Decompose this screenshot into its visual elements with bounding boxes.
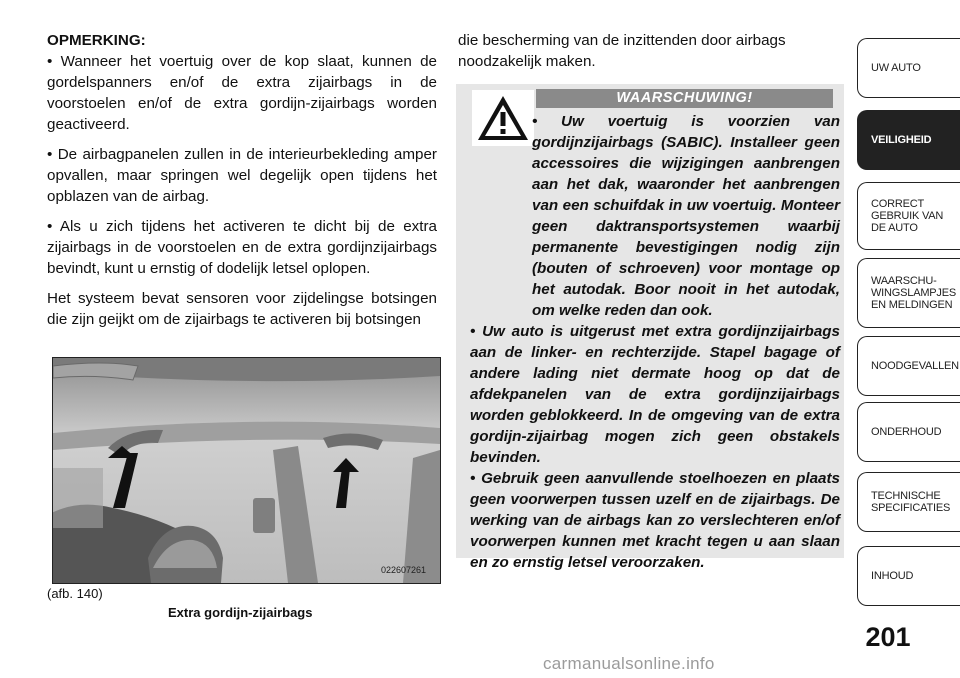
note-bullet-1: • Wanneer het voertuig over de kop slaat, kunnen de gordelspanners en/of de extra zijairbags in de voorstoelen en/of de extra gordijn-zijairbags worden geactiveerd.: [47, 53, 437, 133]
note-bullet-3: • Als u zich tijdens het activeren te dicht bij de extra zijairbags in de voorstoelen en de extra gordijnzijairbags bevindt, kunt u ernstig of dodelijk letsel oplopen.: [47, 218, 437, 277]
car-interior-illustration: [53, 358, 440, 583]
warning-text: [470, 111, 840, 573]
tab-technische-specificaties[interactable]: TECHNISCHE SPECIFICATIES: [857, 472, 960, 532]
warning-title: WAARSCHUWING!: [536, 89, 833, 108]
warning-box: [456, 84, 844, 571]
tab-veiligheid[interactable]: VEILIGHEID: [857, 110, 960, 170]
figure-caption: Extra gordijn-zijairbags: [168, 605, 313, 620]
warning-item-3: • Gebruik geen aanvullende stoelhoezen en plaats geen voorwerpen tussen uzelf en de zijairbags. De werking van de airbags kan zo verslechteren en/of voorwerpen kunnen met kracht tegen u aan slaan en zo ernstig letsel veroorzaken.: [470, 470, 840, 571]
chapter-tabs: [857, 0, 960, 678]
warning-item-1: • Uw voertuig is voorzien van gordijnzijairbags (SABIC). Installeer geen accessoires die wijzigingen aanbrengen aan het dak, waaronder het aanbrengen van een schuifdak in uw voertuig. Monteer geen daktransportsystemen waarbij permanente bevestigingen nodig zijn (bouten of schroeven) voor montage op het autodak. Boor nooit in het autodak, om welke reden dan ook.: [532, 113, 840, 319]
tab-correct-gebruik[interactable]: CORRECT GEBRUIK VAN DE AUTO: [857, 182, 960, 250]
figure-curtain-airbags: [52, 357, 441, 584]
tab-waarschuwingslampjes[interactable]: WAARSCHU-WINGSLAMPJES EN MELDINGEN: [857, 258, 960, 328]
warning-item-2: • Uw auto is uitgerust met extra gordijnzijairbags aan de linker- en rechterzijde. Stapel bagage of andere lading niet dermate hoog op dat de afdekpanelen van de extra gordijnzijairbags worden geblokkeerd. In de omgeving van de extra gordijn-zijairbag mogen zich geen obstakels bevinden.: [470, 323, 840, 466]
sensor-paragraph: Het systeem bevat sensoren voor zijdelingse botsingen die zijn geijkt om de zijairbags te activeren bij botsingen: [47, 290, 437, 328]
tab-onderhoud[interactable]: ONDERHOUD: [857, 402, 960, 462]
figure-code: 022607261: [381, 565, 427, 575]
tab-noodgevallen[interactable]: NOODGEVALLEN: [857, 336, 960, 396]
page-number: 201: [865, 622, 911, 652]
figure-reference: (afb. 140): [47, 586, 103, 601]
tab-inhoud[interactable]: INHOUD: [857, 546, 960, 606]
tab-uw-auto[interactable]: UW AUTO: [857, 38, 960, 98]
watermark: carmanualsonline.info: [543, 654, 715, 673]
continuation-paragraph: die bescherming van de inzittenden door airbags noodzakelijk maken.: [458, 32, 786, 70]
note-bullet-2: • De airbagpanelen zullen in de interieurbekleding amper opvallen, maar springen wel degelijk open tijdens het opblazen van de airbag.: [47, 146, 437, 205]
note-heading: OPMERKING:: [47, 32, 146, 49]
left-column: [47, 30, 437, 339]
